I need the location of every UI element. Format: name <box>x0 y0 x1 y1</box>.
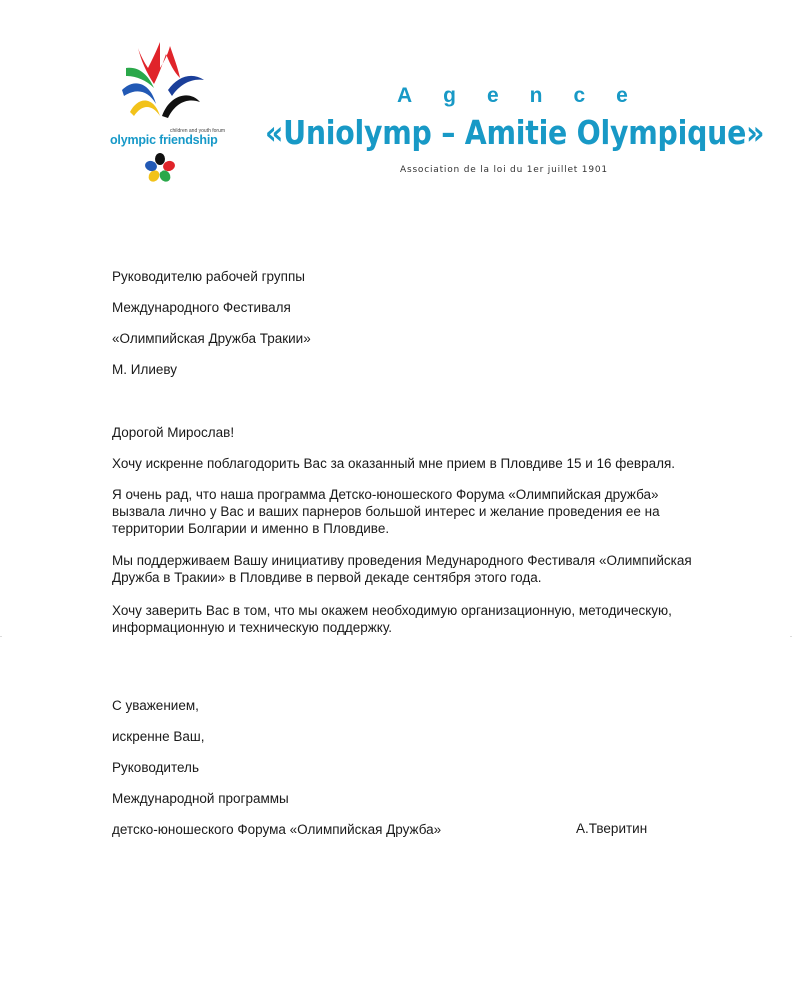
paragraph-3: Мы поддерживаем Вашу инициативу проведения Медународного Фестиваля «Олимпийская Дружба в Тракии» в Пловдиве в первой декаде сентября этого года. <box>112 553 692 585</box>
recipient-line-1: Руководителю рабочей группы <box>112 269 305 284</box>
closing-line-2: искренне Ваш, <box>112 729 205 744</box>
recipient-line-2: Международного Фестиваля <box>112 300 291 315</box>
association-note: Association de la loi du 1er juillet 1901 <box>400 165 608 175</box>
page-edge-mark <box>0 636 2 637</box>
olympic-friendship-logo <box>108 38 228 198</box>
closing-line-4: Международной программы <box>112 791 289 806</box>
closing-line-3: Руководитель <box>112 760 199 775</box>
recipient-line-3: «Олимпийская Дружба Тракии» <box>112 331 311 346</box>
logo-name: olympic friendship <box>110 133 218 147</box>
logo-tagline: children and youth forum <box>170 128 226 134</box>
recipient-line-4: М. Илиеву <box>112 362 178 377</box>
paragraph-1: Хочу искренне поблагодорить Вас за оказанный мне прием в Пловдиве 15 и 16 февраля. <box>112 456 676 471</box>
closing-line-5: детско-юношеского Форума «Олимпийская Дружба» <box>112 822 442 837</box>
closing-line-1: С уважением, <box>112 698 199 713</box>
signature-name: А.Тверитин <box>576 821 648 836</box>
greeting: Дорогой Мирослав! <box>112 425 235 440</box>
paragraph-2: Я очень рад, что наша программа Детско-юношеского Форума «Олимпийская дружба» вызвала лично у Вас и ваших парнеров большой интерес и желание проведения ее на территории Болгарии и именно в Пловдиве. <box>112 487 660 536</box>
agency-label: Agence <box>397 84 659 107</box>
page-edge-mark <box>790 636 792 637</box>
flame-emblem-icon <box>108 38 228 198</box>
paragraph-4: Хочу заверить Вас в том, что мы окажем необходимую организационную, методическую, информационную и техническую поддержку. <box>112 603 672 635</box>
agency-title: «Uniolymp – Amitie Olympique» <box>265 113 765 152</box>
